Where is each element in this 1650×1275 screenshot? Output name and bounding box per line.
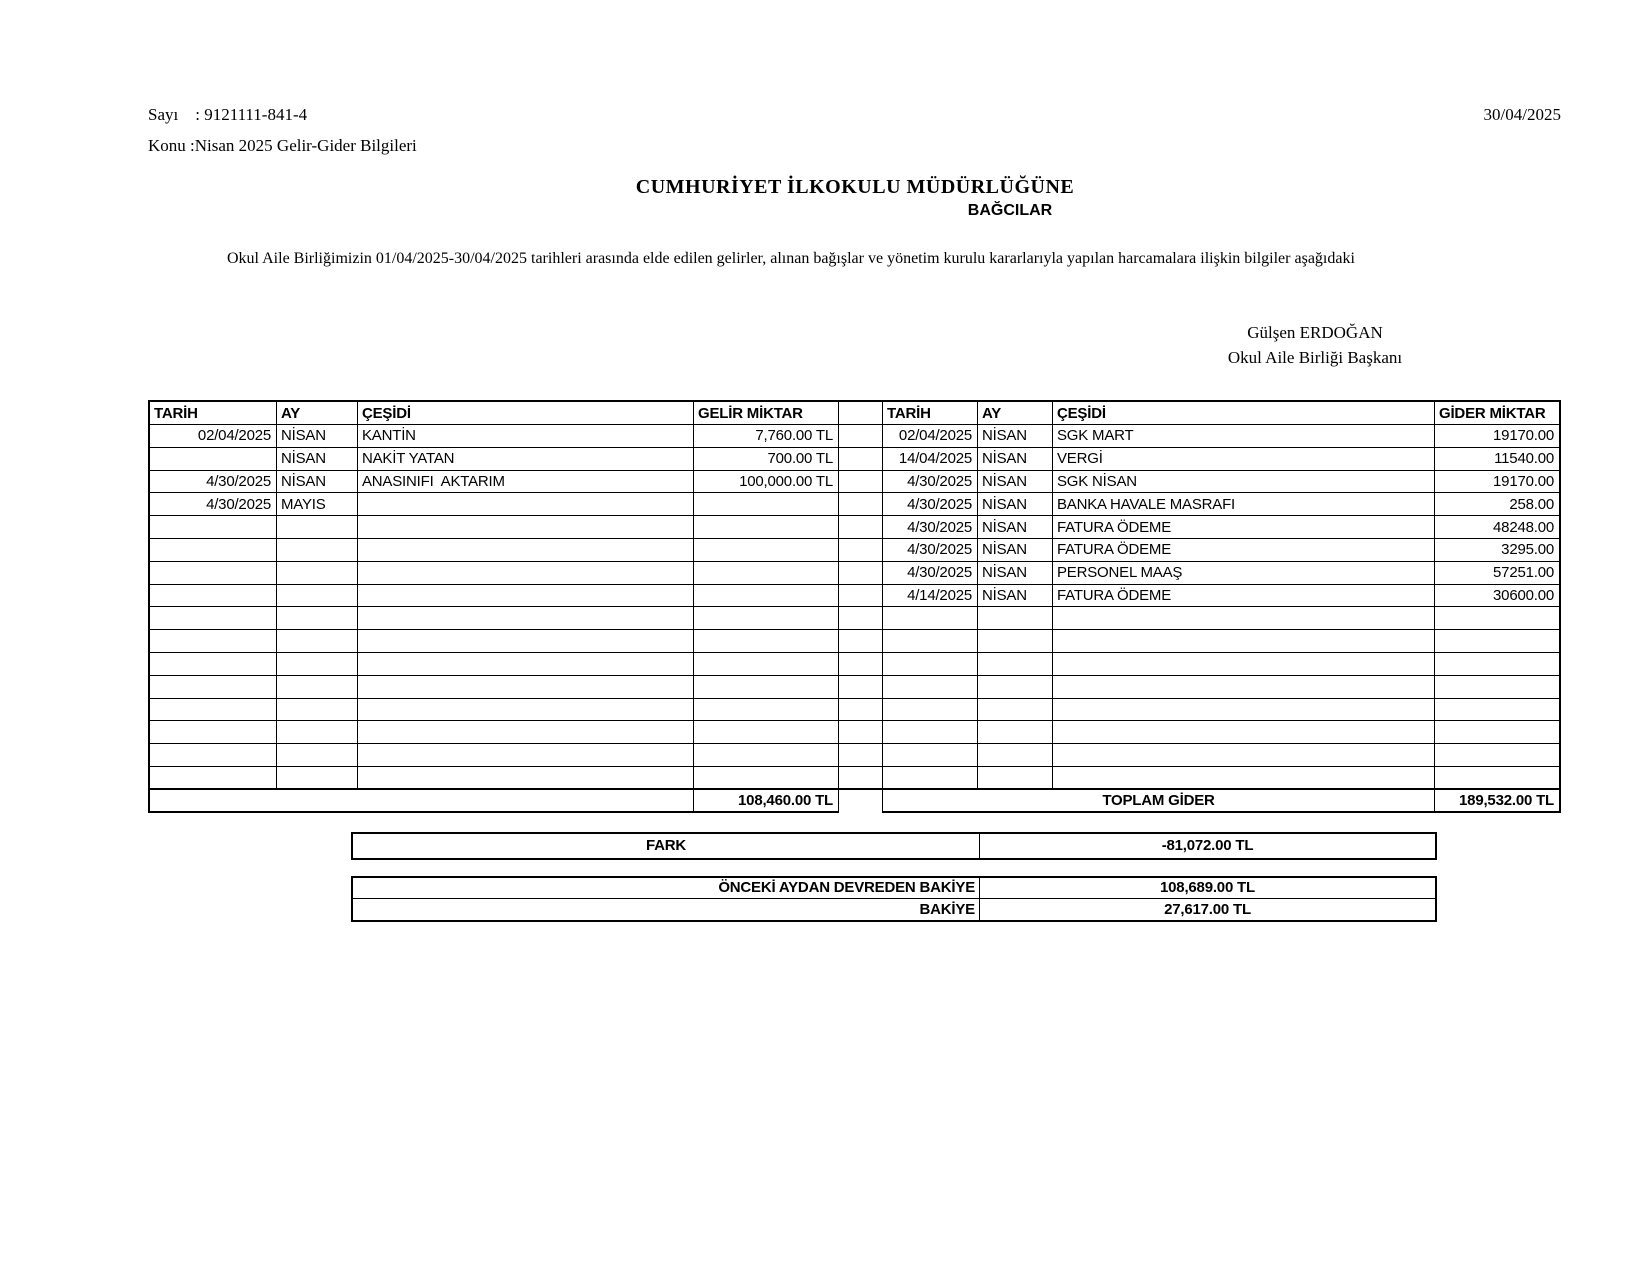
expense-cell — [1053, 630, 1435, 653]
expense-cell — [883, 744, 978, 767]
letter-subtitle: BAĞCILAR — [967, 202, 1053, 219]
expense-cell — [978, 699, 1053, 722]
document-date: 30/04/2025 — [1483, 105, 1561, 124]
gap-cell — [839, 699, 883, 722]
expense-cell — [978, 676, 1053, 699]
fark-table — [351, 832, 1437, 860]
income-cell — [277, 699, 358, 722]
income-cell — [277, 630, 358, 653]
gap-cell — [839, 493, 883, 516]
income-cell — [694, 516, 839, 539]
income-cell: NİSAN — [277, 471, 358, 494]
income-cell — [277, 653, 358, 676]
expense-cell: NİSAN — [978, 585, 1053, 608]
income-cell — [694, 493, 839, 516]
expense-cell — [1053, 721, 1435, 744]
income-cell — [694, 562, 839, 585]
expense-cell — [883, 699, 978, 722]
expense-cell — [1435, 699, 1561, 722]
expense-cell: 4/30/2025 — [883, 493, 978, 516]
gap-cell — [839, 425, 883, 448]
expense-cell — [1053, 653, 1435, 676]
income-cell — [148, 630, 277, 653]
expense-cell: 57251.00 — [1435, 562, 1561, 585]
income-cell — [148, 767, 277, 790]
expense-cell — [1053, 699, 1435, 722]
income-cell — [277, 767, 358, 790]
income-cell — [358, 630, 694, 653]
expense-cell: FATURA ÖDEME — [1053, 539, 1435, 562]
gap-cell — [839, 516, 883, 539]
expense-cell — [883, 653, 978, 676]
expense-cell: 19170.00 — [1435, 425, 1561, 448]
expense-cell — [1435, 767, 1561, 790]
expense-total-label: TOPLAM GİDER — [883, 790, 1435, 813]
income-cell — [358, 493, 694, 516]
income-cell — [148, 448, 277, 471]
expense-cell: VERGİ — [1053, 448, 1435, 471]
expense-cell: BANKA HAVALE MASRAFI — [1053, 493, 1435, 516]
income-cell — [694, 767, 839, 790]
income-cell: MAYIS — [277, 493, 358, 516]
expense-cell — [978, 630, 1053, 653]
expense-cell — [1435, 653, 1561, 676]
income-cell — [277, 585, 358, 608]
income-cell — [277, 676, 358, 699]
expense-cell: NİSAN — [978, 516, 1053, 539]
expense-cell: 258.00 — [1435, 493, 1561, 516]
income-cell: KANTİN — [358, 425, 694, 448]
gap-cell — [839, 653, 883, 676]
expense-cell — [1435, 630, 1561, 653]
income-header-2: ÇEŞİDİ — [358, 400, 694, 425]
expense-header-0: TARİH — [883, 400, 978, 425]
gap-total-cell — [839, 790, 883, 813]
expense-header-3: GİDER MİKTAR — [1435, 400, 1561, 425]
gap-cell — [839, 767, 883, 790]
expense-cell — [1053, 607, 1435, 630]
expense-cell: 02/04/2025 — [883, 425, 978, 448]
income-header-1: AY — [277, 400, 358, 425]
gap-cell — [839, 721, 883, 744]
konu-line: Konu :Nisan 2025 Gelir-Gider Bilgileri — [148, 136, 417, 155]
income-header-0: TARİH — [148, 400, 277, 425]
expense-cell: PERSONEL MAAŞ — [1053, 562, 1435, 585]
body-paragraph: Okul Aile Birliğimizin 01/04/2025-30/04/2025 tarihleri arasında elde edilen gelirler, alınan bağışlar ve yönetim kurulu kararlarıyla yapılan harcamalara ilişkin bilgiler aşağıdaki — [227, 250, 1355, 267]
gap-cell — [839, 744, 883, 767]
income-cell — [277, 607, 358, 630]
income-cell — [694, 676, 839, 699]
expense-cell: 3295.00 — [1435, 539, 1561, 562]
bakiye-label: BAKİYE — [353, 899, 980, 920]
gap-cell — [839, 676, 883, 699]
income-cell — [277, 721, 358, 744]
income-cell: 4/30/2025 — [148, 493, 277, 516]
expense-cell — [978, 767, 1053, 790]
expense-cell — [883, 607, 978, 630]
expense-cell: 4/30/2025 — [883, 539, 978, 562]
signature-title: Okul Aile Birliği Başkanı — [1227, 348, 1403, 367]
gap-cell — [839, 607, 883, 630]
income-cell: 7,760.00 TL — [694, 425, 839, 448]
expense-cell: 14/04/2025 — [883, 448, 978, 471]
income-cell — [694, 630, 839, 653]
gap-cell — [839, 471, 883, 494]
income-cell — [148, 539, 277, 562]
gap-cell — [839, 630, 883, 653]
income-cell — [694, 699, 839, 722]
income-total-value: 108,460.00 TL — [694, 790, 839, 813]
gap-cell — [839, 585, 883, 608]
income-cell: 100,000.00 TL — [694, 471, 839, 494]
income-cell — [148, 699, 277, 722]
gap-cell — [839, 562, 883, 585]
expense-cell: SGK MART — [1053, 425, 1435, 448]
income-cell: 4/30/2025 — [148, 471, 277, 494]
expense-header-1: AY — [978, 400, 1053, 425]
expense-cell: NİSAN — [978, 425, 1053, 448]
income-cell — [358, 539, 694, 562]
expense-cell: 4/14/2025 — [883, 585, 978, 608]
expense-cell — [978, 653, 1053, 676]
income-cell — [148, 676, 277, 699]
expense-cell: 48248.00 — [1435, 516, 1561, 539]
income-cell — [277, 516, 358, 539]
income-cell — [694, 585, 839, 608]
income-cell — [148, 607, 277, 630]
expense-cell — [1053, 767, 1435, 790]
income-cell — [358, 516, 694, 539]
expense-cell — [883, 676, 978, 699]
expense-cell: 4/30/2025 — [883, 516, 978, 539]
income-cell — [148, 516, 277, 539]
expense-cell: 30600.00 — [1435, 585, 1561, 608]
gap-cell — [839, 539, 883, 562]
income-cell — [694, 607, 839, 630]
letter-title: CUMHURİYET İLKOKULU MÜDÜRLÜĞÜNE — [635, 176, 1075, 198]
income-cell: 02/04/2025 — [148, 425, 277, 448]
income-header-3: GELİR MİKTAR — [694, 400, 839, 425]
expense-cell: NİSAN — [978, 562, 1053, 585]
income-cell: NİSAN — [277, 425, 358, 448]
expense-cell: FATURA ÖDEME — [1053, 585, 1435, 608]
income-cell — [358, 699, 694, 722]
fark-label: FARK — [353, 834, 980, 858]
bakiye-table — [351, 876, 1437, 922]
income-cell — [358, 607, 694, 630]
income-cell — [358, 767, 694, 790]
signature-block — [1150, 320, 1480, 370]
gap-cell — [839, 448, 883, 471]
income-cell — [148, 721, 277, 744]
sayi-line: Sayı : 9121111-841-4 — [148, 105, 308, 124]
expense-cell: 4/30/2025 — [883, 471, 978, 494]
expense-cell — [1435, 721, 1561, 744]
expense-total-value: 189,532.00 TL — [1435, 790, 1561, 813]
income-cell — [148, 744, 277, 767]
income-cell — [277, 562, 358, 585]
expense-cell — [1435, 744, 1561, 767]
income-cell: 700.00 TL — [694, 448, 839, 471]
expense-cell: SGK NİSAN — [1053, 471, 1435, 494]
expense-cell: NİSAN — [978, 493, 1053, 516]
expense-header-2: ÇEŞİDİ — [1053, 400, 1435, 425]
income-cell: NAKİT YATAN — [358, 448, 694, 471]
fark-value: -81,072.00 TL — [1161, 837, 1254, 855]
expense-cell: NİSAN — [978, 539, 1053, 562]
expense-cell — [883, 630, 978, 653]
income-cell: ANASINIFI AKTARIM — [358, 471, 694, 494]
bakiye-value: 27,617.00 TL — [1164, 900, 1251, 918]
income-cell — [358, 562, 694, 585]
expense-cell: NİSAN — [978, 471, 1053, 494]
income-cell — [694, 721, 839, 744]
income-cell — [148, 653, 277, 676]
income-cell — [148, 562, 277, 585]
income-cell — [358, 653, 694, 676]
expense-cell — [883, 721, 978, 744]
income-cell — [277, 539, 358, 562]
expense-cell — [978, 721, 1053, 744]
expense-cell — [883, 767, 978, 790]
expense-cell — [1435, 607, 1561, 630]
expense-cell: FATURA ÖDEME — [1053, 516, 1435, 539]
expense-cell: 11540.00 — [1435, 448, 1561, 471]
devreden-value: 108,689.00 TL — [980, 878, 1435, 899]
income-cell — [358, 744, 694, 767]
expense-cell — [978, 607, 1053, 630]
income-cell — [694, 653, 839, 676]
income-cell — [358, 721, 694, 744]
devreden-label: ÖNCEKİ AYDAN DEVREDEN BAKİYE — [353, 878, 980, 899]
expense-cell — [1053, 676, 1435, 699]
income-cell — [148, 585, 277, 608]
expense-cell: 4/30/2025 — [883, 562, 978, 585]
signature-name: Gülşen ERDOĞAN — [1247, 323, 1383, 342]
income-cell — [694, 539, 839, 562]
expense-cell — [1053, 744, 1435, 767]
income-cell — [277, 744, 358, 767]
expense-cell: NİSAN — [978, 448, 1053, 471]
income-cell — [694, 744, 839, 767]
income-expense-table — [148, 400, 1561, 813]
expense-cell: 19170.00 — [1435, 471, 1561, 494]
income-cell — [358, 585, 694, 608]
gap-header — [839, 400, 883, 425]
expense-cell — [978, 744, 1053, 767]
income-total-spacer — [148, 790, 694, 813]
income-cell — [358, 676, 694, 699]
expense-cell — [1435, 676, 1561, 699]
income-cell: NİSAN — [277, 448, 358, 471]
